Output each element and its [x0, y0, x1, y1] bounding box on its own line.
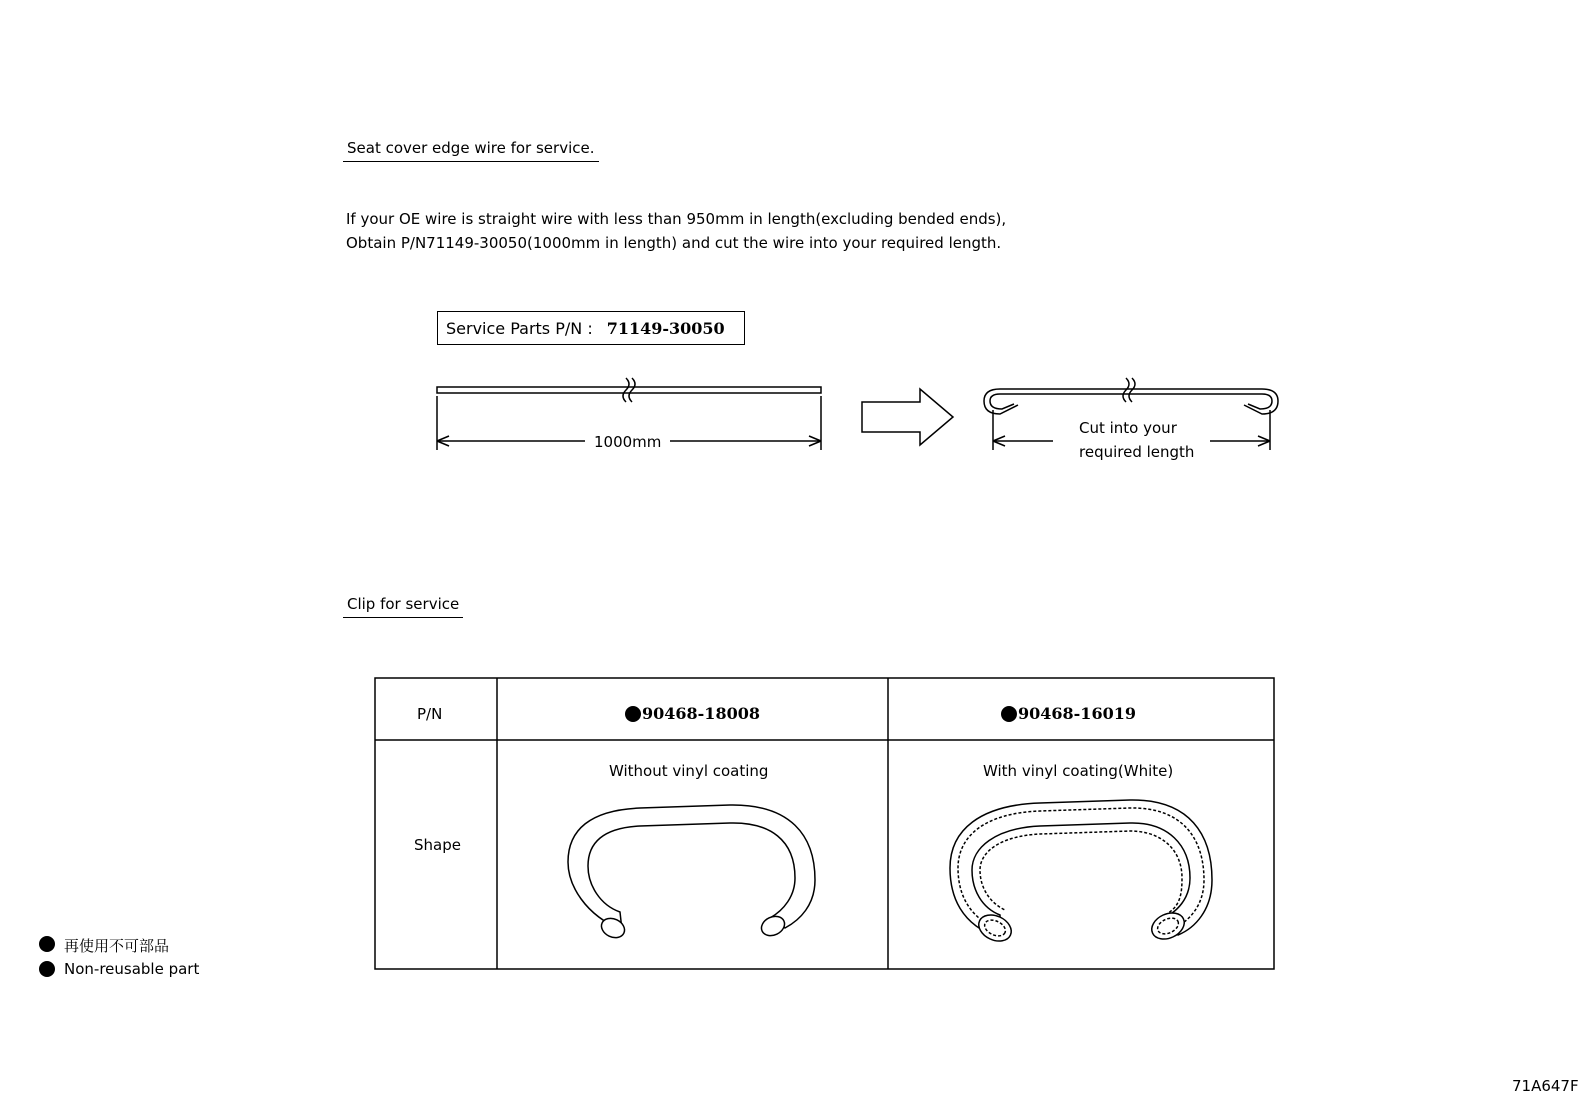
wire-section-heading: Seat cover edge wire for service.	[343, 139, 599, 162]
part-number-1: 90468-18008	[642, 704, 760, 723]
figure-id: 71A647F	[1512, 1077, 1579, 1095]
non-reusable-dot-icon	[1001, 706, 1017, 722]
non-reusable-dot-icon	[39, 936, 55, 952]
cut-label-line-2: required length	[1079, 443, 1195, 461]
instruction-line-1: If your OE wire is straight wire with less than 950mm in length(excluding bended ends),	[346, 210, 1007, 228]
clip-section-heading: Clip for service	[343, 595, 463, 618]
legend-japanese: 再使用不可部品	[64, 937, 170, 955]
clip-with-coating-icon	[950, 800, 1212, 946]
non-reusable-dot-icon	[625, 706, 641, 722]
arrow-icon	[862, 389, 953, 445]
instruction-line-2: Obtain P/N71149-30050(1000mm in length) and cut the wire into your required length.	[346, 234, 1002, 252]
service-parts-label: Service Parts P/N :	[446, 318, 593, 338]
part-number-2: 90468-16019	[1018, 704, 1136, 723]
bent-wire-drawing	[984, 378, 1278, 450]
clip-description-1: Without vinyl coating	[609, 762, 769, 780]
service-parts-number: 71149-30050	[606, 318, 725, 338]
clip-description-2: With vinyl coating(White)	[983, 762, 1174, 780]
length-label: 1000mm	[594, 433, 662, 451]
cut-label-line-1: Cut into your	[1079, 419, 1177, 437]
non-reusable-dot-icon	[39, 961, 55, 977]
clip-without-coating-icon	[568, 805, 815, 941]
row-header-shape: Shape	[414, 836, 461, 854]
row-header-pn: P/N	[417, 705, 443, 723]
legend-english: Non-reusable part	[64, 960, 200, 978]
